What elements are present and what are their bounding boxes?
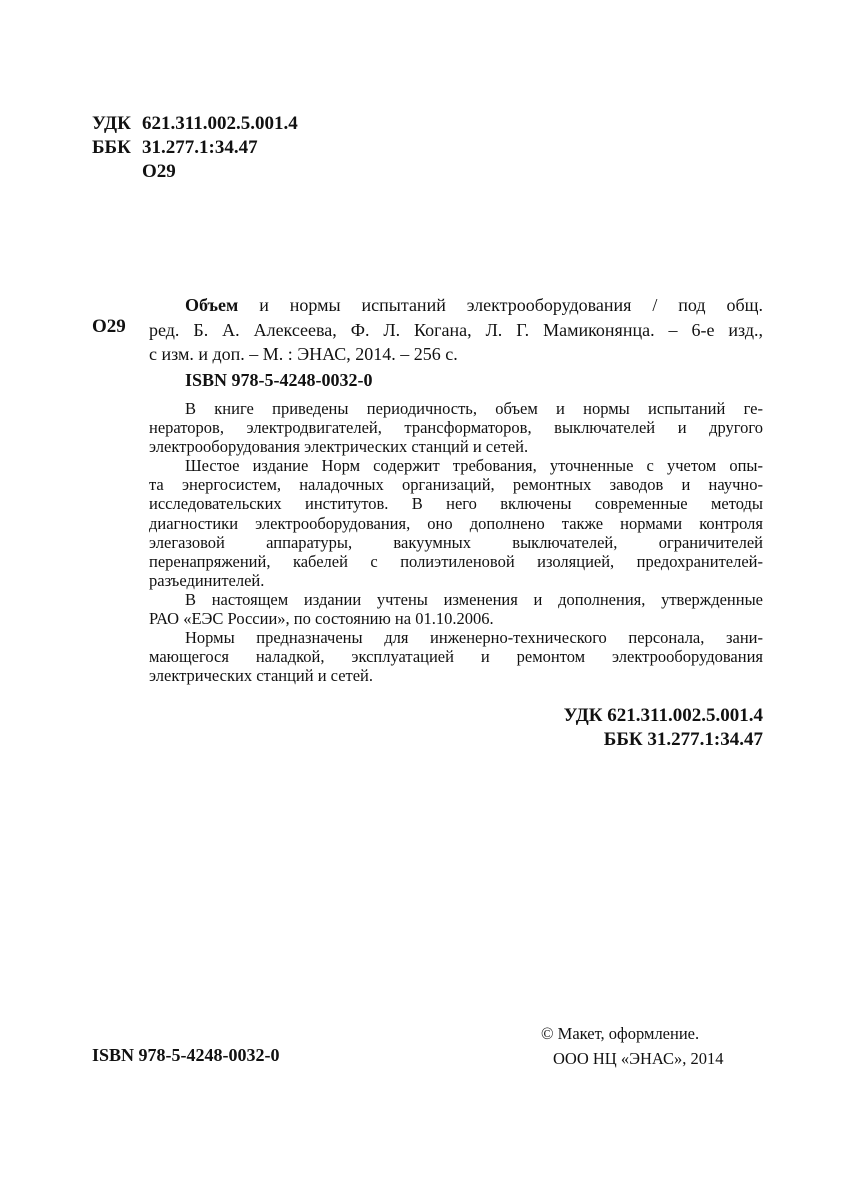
abstract-paragraph-2 (149, 456, 763, 590)
abstract-line: мающегося наладкой, эксплуатацией и ремонтом электрооборудования (149, 647, 763, 667)
bbk-bottom: ББК 31.277.1:34.47 (603, 729, 763, 750)
isbn-main: ISBN 978-5-4248-0032-0 (185, 370, 373, 390)
copyright-line-1: © Макет, оформление. (541, 1024, 700, 1043)
udk-bottom: УДК 621.311.002.5.001.4 (563, 705, 763, 726)
udk-value: 621.311.002.5.001.4 (142, 113, 298, 134)
bbk-value: 31.277.1:34.47 (142, 137, 258, 158)
abstract-line: разъединителей. (149, 570, 265, 590)
abstract (149, 399, 763, 685)
udk-row (92, 112, 298, 136)
abstract-line: нераторов, электродвигателей, трансформаторов, выключателей и другого (149, 418, 763, 438)
abstract-line: Нормы предназначены для инженерно-технического персонала, зани- (185, 628, 763, 648)
abstract-line: элегазовой аппаратуры, вакуумных выключателей, ограничителей (149, 532, 763, 552)
abstract-line: РАО «ЕЭС России», по состоянию на 01.10.2006. (149, 609, 494, 629)
biblio-line-3: с изм. и доп. – М. : ЭНАС, 2014. – 256 с. (149, 344, 458, 364)
author-mark-top: О29 (142, 161, 176, 182)
abstract-line: электрических станций и сетей. (149, 666, 374, 686)
bibliographic-entry (149, 293, 763, 367)
abstract-line: В настоящем издании учтены изменения и дополнения, утвержденные (185, 589, 763, 609)
bbk-row (92, 136, 298, 160)
classification-codes-bottom (564, 704, 763, 752)
abstract-paragraph-3 (149, 590, 763, 628)
abstract-line: исследовательских институтов. В него включены современные методы (149, 494, 763, 514)
biblio-line-2: ред. Б. А. Алексеева, Ф. Л. Когана, Л. Г. Мамиконянца. – 6-е изд., (149, 319, 763, 340)
abstract-line: Шестое издание Норм содержит требования, уточненные с учетом опы- (185, 456, 763, 476)
isbn-bottom: ISBN 978-5-4248-0032-0 (92, 1045, 280, 1065)
abstract-paragraph-4 (149, 628, 763, 685)
abstract-line: та энергосистем, наладочных организаций, ремонтных заводов и научно- (149, 475, 763, 495)
abstract-line: перенапряжений, кабелей с полиэтиленовой изоляцией, предохранителей- (149, 551, 763, 571)
copyright-notice (541, 1021, 724, 1071)
abstract-line: В книге приведены периодичность, объем и нормы испытаний ге- (185, 399, 763, 418)
classification-codes-top (92, 112, 298, 184)
abstract-line: электрооборудования электрических станций и сетей. (149, 437, 529, 457)
copyright-line-2: ООО НЦ «ЭНАС», 2014 (553, 1049, 724, 1068)
bbk-label: ББК (92, 137, 131, 158)
biblio-line-1 (149, 293, 763, 318)
author-mark-left: О29 (92, 316, 126, 337)
abstract-line: диагностики электрооборудования, оно дополнено также нормами контроля (149, 513, 763, 533)
abstract-paragraph-1 (149, 399, 763, 456)
biblio-line-1-rest: и нормы испытаний электрооборудования / под общ. (238, 295, 763, 315)
biblio-title: Объем (185, 295, 239, 315)
udk-label: УДК (92, 113, 131, 134)
